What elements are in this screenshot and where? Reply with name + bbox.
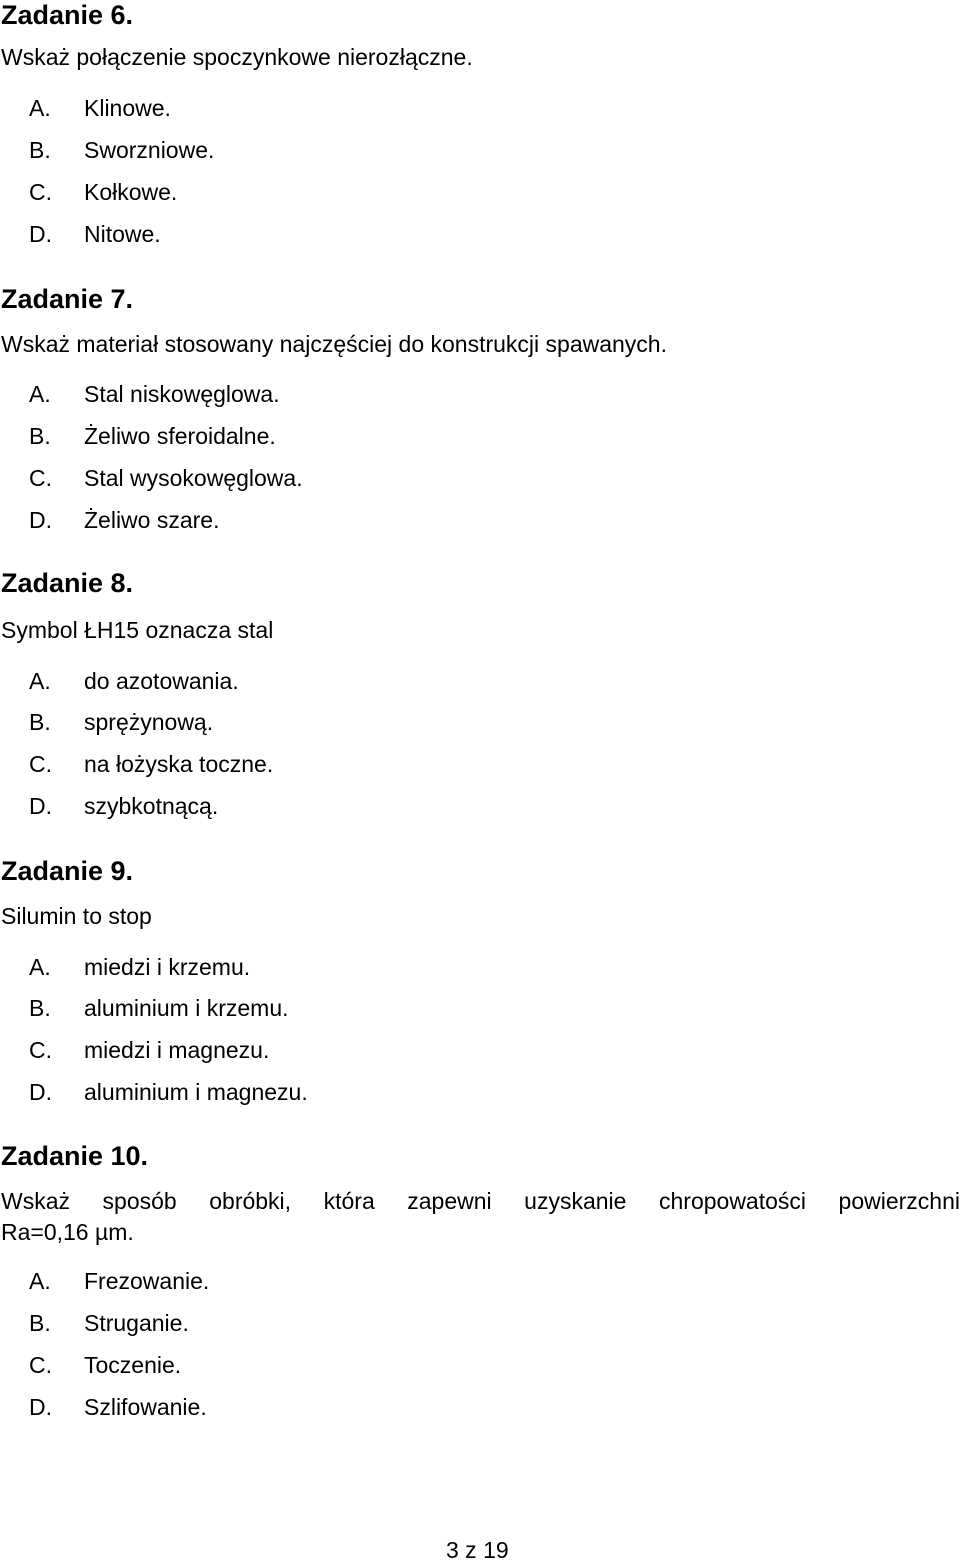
task-10-option-c-letter: C. xyxy=(29,1352,52,1378)
task-6-title: Zadanie 6. xyxy=(1,0,134,30)
task-9-option-d-letter: D. xyxy=(29,1079,52,1105)
task-8-option-b-letter: B. xyxy=(29,709,51,735)
task-7-option-d-letter: D. xyxy=(29,507,52,533)
task-7-title: Zadanie 7. xyxy=(1,284,134,314)
task-9-option-b-text: aluminium i krzemu. xyxy=(84,995,289,1021)
task-6-option-b-text: Sworzniowe. xyxy=(84,137,215,163)
task-6-option-d-letter: D. xyxy=(29,221,52,247)
task-8-option-a-letter: A. xyxy=(29,668,51,694)
task-8-option-d-letter: D. xyxy=(29,793,52,819)
task-8-option-b-text: sprężynową. xyxy=(84,709,214,735)
task-10-option-a-letter: A. xyxy=(29,1268,51,1294)
task-6-option-a-text: Klinowe. xyxy=(84,95,171,121)
task-7-option-c-text: Stal wysokowęglowa. xyxy=(84,465,303,491)
task-10-question-line1: Wskaż sposób obróbki, która zapewni uzyskanie chropowatości powierzchni xyxy=(1,1188,960,1214)
task-7-question: Wskaż materiał stosowany najczęściej do konstrukcji spawanych. xyxy=(1,331,667,357)
task-10-option-d-letter: D. xyxy=(29,1394,52,1420)
task-8-option-c-letter: C. xyxy=(29,751,52,777)
task-7-option-a-letter: A. xyxy=(29,381,51,407)
task-6-option-a-letter: A. xyxy=(29,95,51,121)
task-10-option-a-text: Frezowanie. xyxy=(84,1268,210,1294)
task-7-option-d-text: Żeliwo szare. xyxy=(84,507,220,533)
task-9-option-a-letter: A. xyxy=(29,954,51,980)
task-7-option-b-letter: B. xyxy=(29,423,51,449)
task-8-option-a-text: do azotowania. xyxy=(84,668,239,694)
task-10-option-c-text: Toczenie. xyxy=(84,1352,182,1378)
page-number: 3 z 19 xyxy=(446,1537,509,1563)
task-8-option-c-text: na łożyska toczne. xyxy=(84,751,274,777)
task-7-option-c-letter: C. xyxy=(29,465,52,491)
task-9-option-c-letter: C. xyxy=(29,1037,52,1063)
task-9-option-a-text: miedzi i krzemu. xyxy=(84,954,251,980)
task-6-option-c-letter: C. xyxy=(29,179,52,205)
task-10-title: Zadanie 10. xyxy=(1,1141,149,1171)
task-9-option-b-letter: B. xyxy=(29,995,51,1021)
task-10-question-line2: Ra=0,16 µm. xyxy=(1,1219,134,1245)
task-8-question: Symbol ŁH15 oznacza stal xyxy=(1,617,274,643)
task-8-title: Zadanie 8. xyxy=(1,568,134,598)
task-6-option-b-letter: B. xyxy=(29,137,51,163)
task-8-option-d-text: szybkotnącą. xyxy=(84,793,219,819)
task-7-option-a-text: Stal niskowęglowa. xyxy=(84,381,280,407)
task-6-question: Wskaż połączenie spoczynkowe nierozłączne. xyxy=(1,44,473,70)
task-9-option-c-text: miedzi i magnezu. xyxy=(84,1037,270,1063)
task-9-title: Zadanie 9. xyxy=(1,856,134,886)
task-6-option-c-text: Kołkowe. xyxy=(84,179,178,205)
task-10-option-d-text: Szlifowanie. xyxy=(84,1394,207,1420)
task-7-option-b-text: Żeliwo sferoidalne. xyxy=(84,423,276,449)
task-9-question: Silumin to stop xyxy=(1,903,152,929)
task-10-option-b-letter: B. xyxy=(29,1310,51,1336)
task-9-option-d-text: aluminium i magnezu. xyxy=(84,1079,308,1105)
task-10-option-b-text: Struganie. xyxy=(84,1310,189,1336)
task-6-option-d-text: Nitowe. xyxy=(84,221,161,247)
